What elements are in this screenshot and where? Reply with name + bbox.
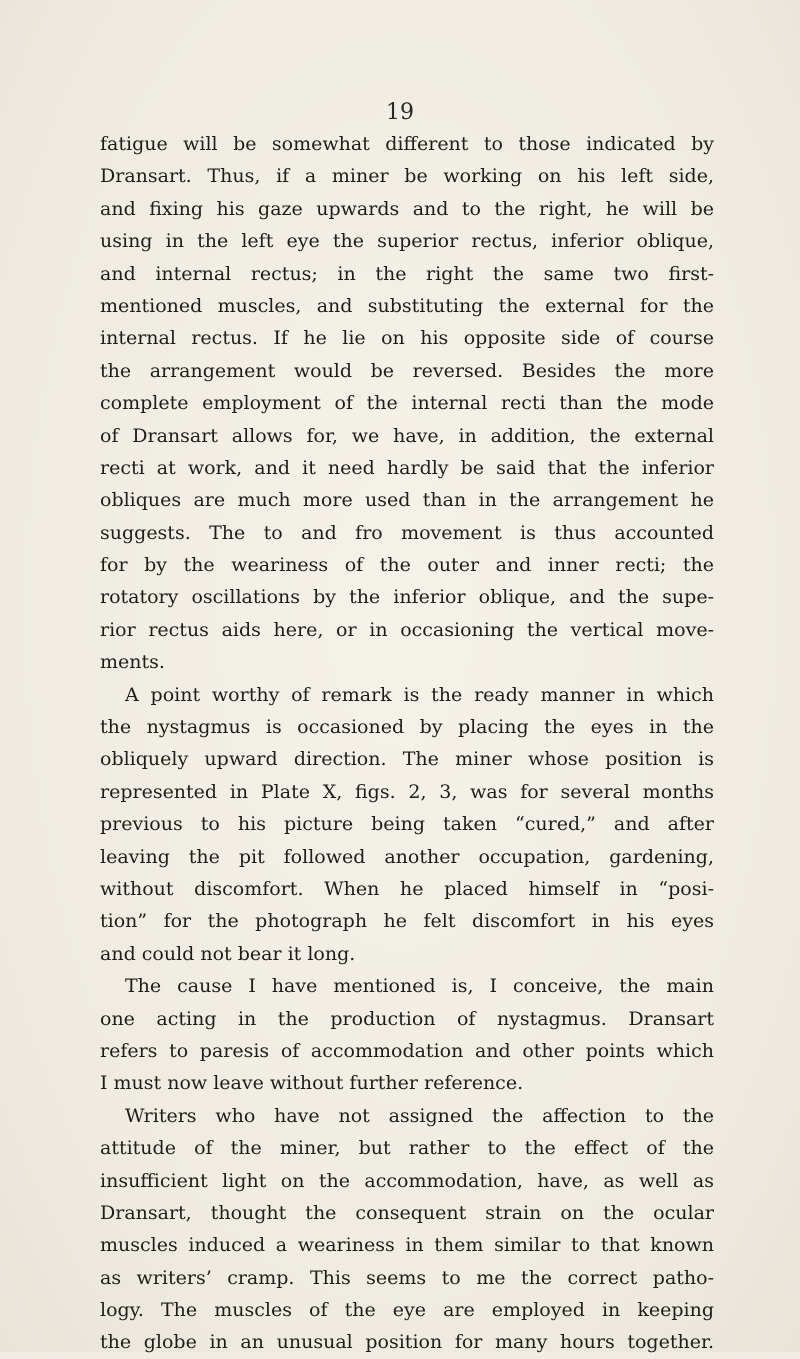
- text-line: rior rectus aids here, or in occasioning the vertical move-: [100, 618, 714, 641]
- text-line: fatigue will be somewhat different to those indicated by: [100, 133, 714, 155]
- text-line: using in the left eye the superior rectus, inferior oblique,: [100, 230, 714, 253]
- text-line: obliquely upward direction. The miner whose position is: [100, 748, 714, 771]
- text-line: the arrangement would be reversed. Besides the more: [100, 359, 714, 382]
- body-text: [100, 128, 714, 1359]
- text-line: one acting in the production of nystagmus. Dransart: [100, 1007, 714, 1030]
- text-line: recti at work, and it need hardly be said that the inferior: [100, 456, 714, 479]
- text-line: attitude of the miner, but rather to the effect of the: [100, 1137, 714, 1160]
- text-line: insufficient light on the accommodation, have, as well as: [100, 1169, 714, 1192]
- text-line: as writers’ cramp. This seems to me the correct patho-: [100, 1266, 714, 1289]
- text-line: represented in Plate X, figs. 2, 3, was for several months: [100, 780, 714, 803]
- text-line: and internal rectus; in the right the same two first-: [100, 262, 714, 285]
- text-line: tion” for the photograph he felt discomfort in his eyes: [100, 910, 714, 933]
- text-line: suggests. The to and fro movement is thus accounted: [100, 521, 714, 544]
- text-line: Dransart. Thus, if a miner be working on his left side,: [100, 165, 714, 188]
- text-line: mentioned muscles, and substituting the external for the: [100, 294, 714, 317]
- text-line: leaving the pit followed another occupation, gardening,: [100, 845, 714, 868]
- text-line: Dransart, thought the consequent strain on the ocular: [100, 1201, 714, 1224]
- text-line: previous to his picture being taken “cured,” and after: [100, 813, 714, 836]
- text-line: of Dransart allows for, we have, in addition, the external: [100, 424, 714, 447]
- text-line: the nystagmus is occasioned by placing the eyes in the: [100, 716, 714, 739]
- text-line: refers to paresis of accommodation and other points which: [100, 1039, 714, 1062]
- text-line: logy. The muscles of the eye are employed in keeping: [100, 1299, 714, 1322]
- text-line: without discomfort. When he placed himself in “posi-: [100, 877, 714, 900]
- text-line: the globe in an unusual position for many hours together.: [100, 1331, 714, 1354]
- text-line: Writers who have not assigned the affection to the: [125, 1104, 714, 1127]
- text-line: I must now leave without further reference.: [100, 1072, 524, 1095]
- text-line: complete employment of the internal recti than the mode: [100, 392, 714, 415]
- text-line: internal rectus. If he lie on his opposite side of course: [100, 327, 714, 350]
- text-line: A point worthy of remark is the ready manner in which: [125, 683, 714, 706]
- text-line: for by the weariness of the outer and inner recti; the: [100, 554, 714, 577]
- page-number: 19: [386, 100, 414, 125]
- text-line: and could not bear it long.: [100, 942, 356, 965]
- text-line: muscles induced a weariness in them similar to that known: [100, 1234, 714, 1257]
- text-line: obliques are much more used than in the arrangement he: [100, 489, 714, 512]
- text-line: ments.: [100, 651, 165, 674]
- text-line: rotatory oscillations by the inferior oblique, and the supe-: [100, 586, 714, 609]
- text-line: and fixing his gaze upwards and to the right, he will be: [100, 197, 714, 220]
- text-line: The cause I have mentioned is, I conceive, the main: [125, 975, 714, 998]
